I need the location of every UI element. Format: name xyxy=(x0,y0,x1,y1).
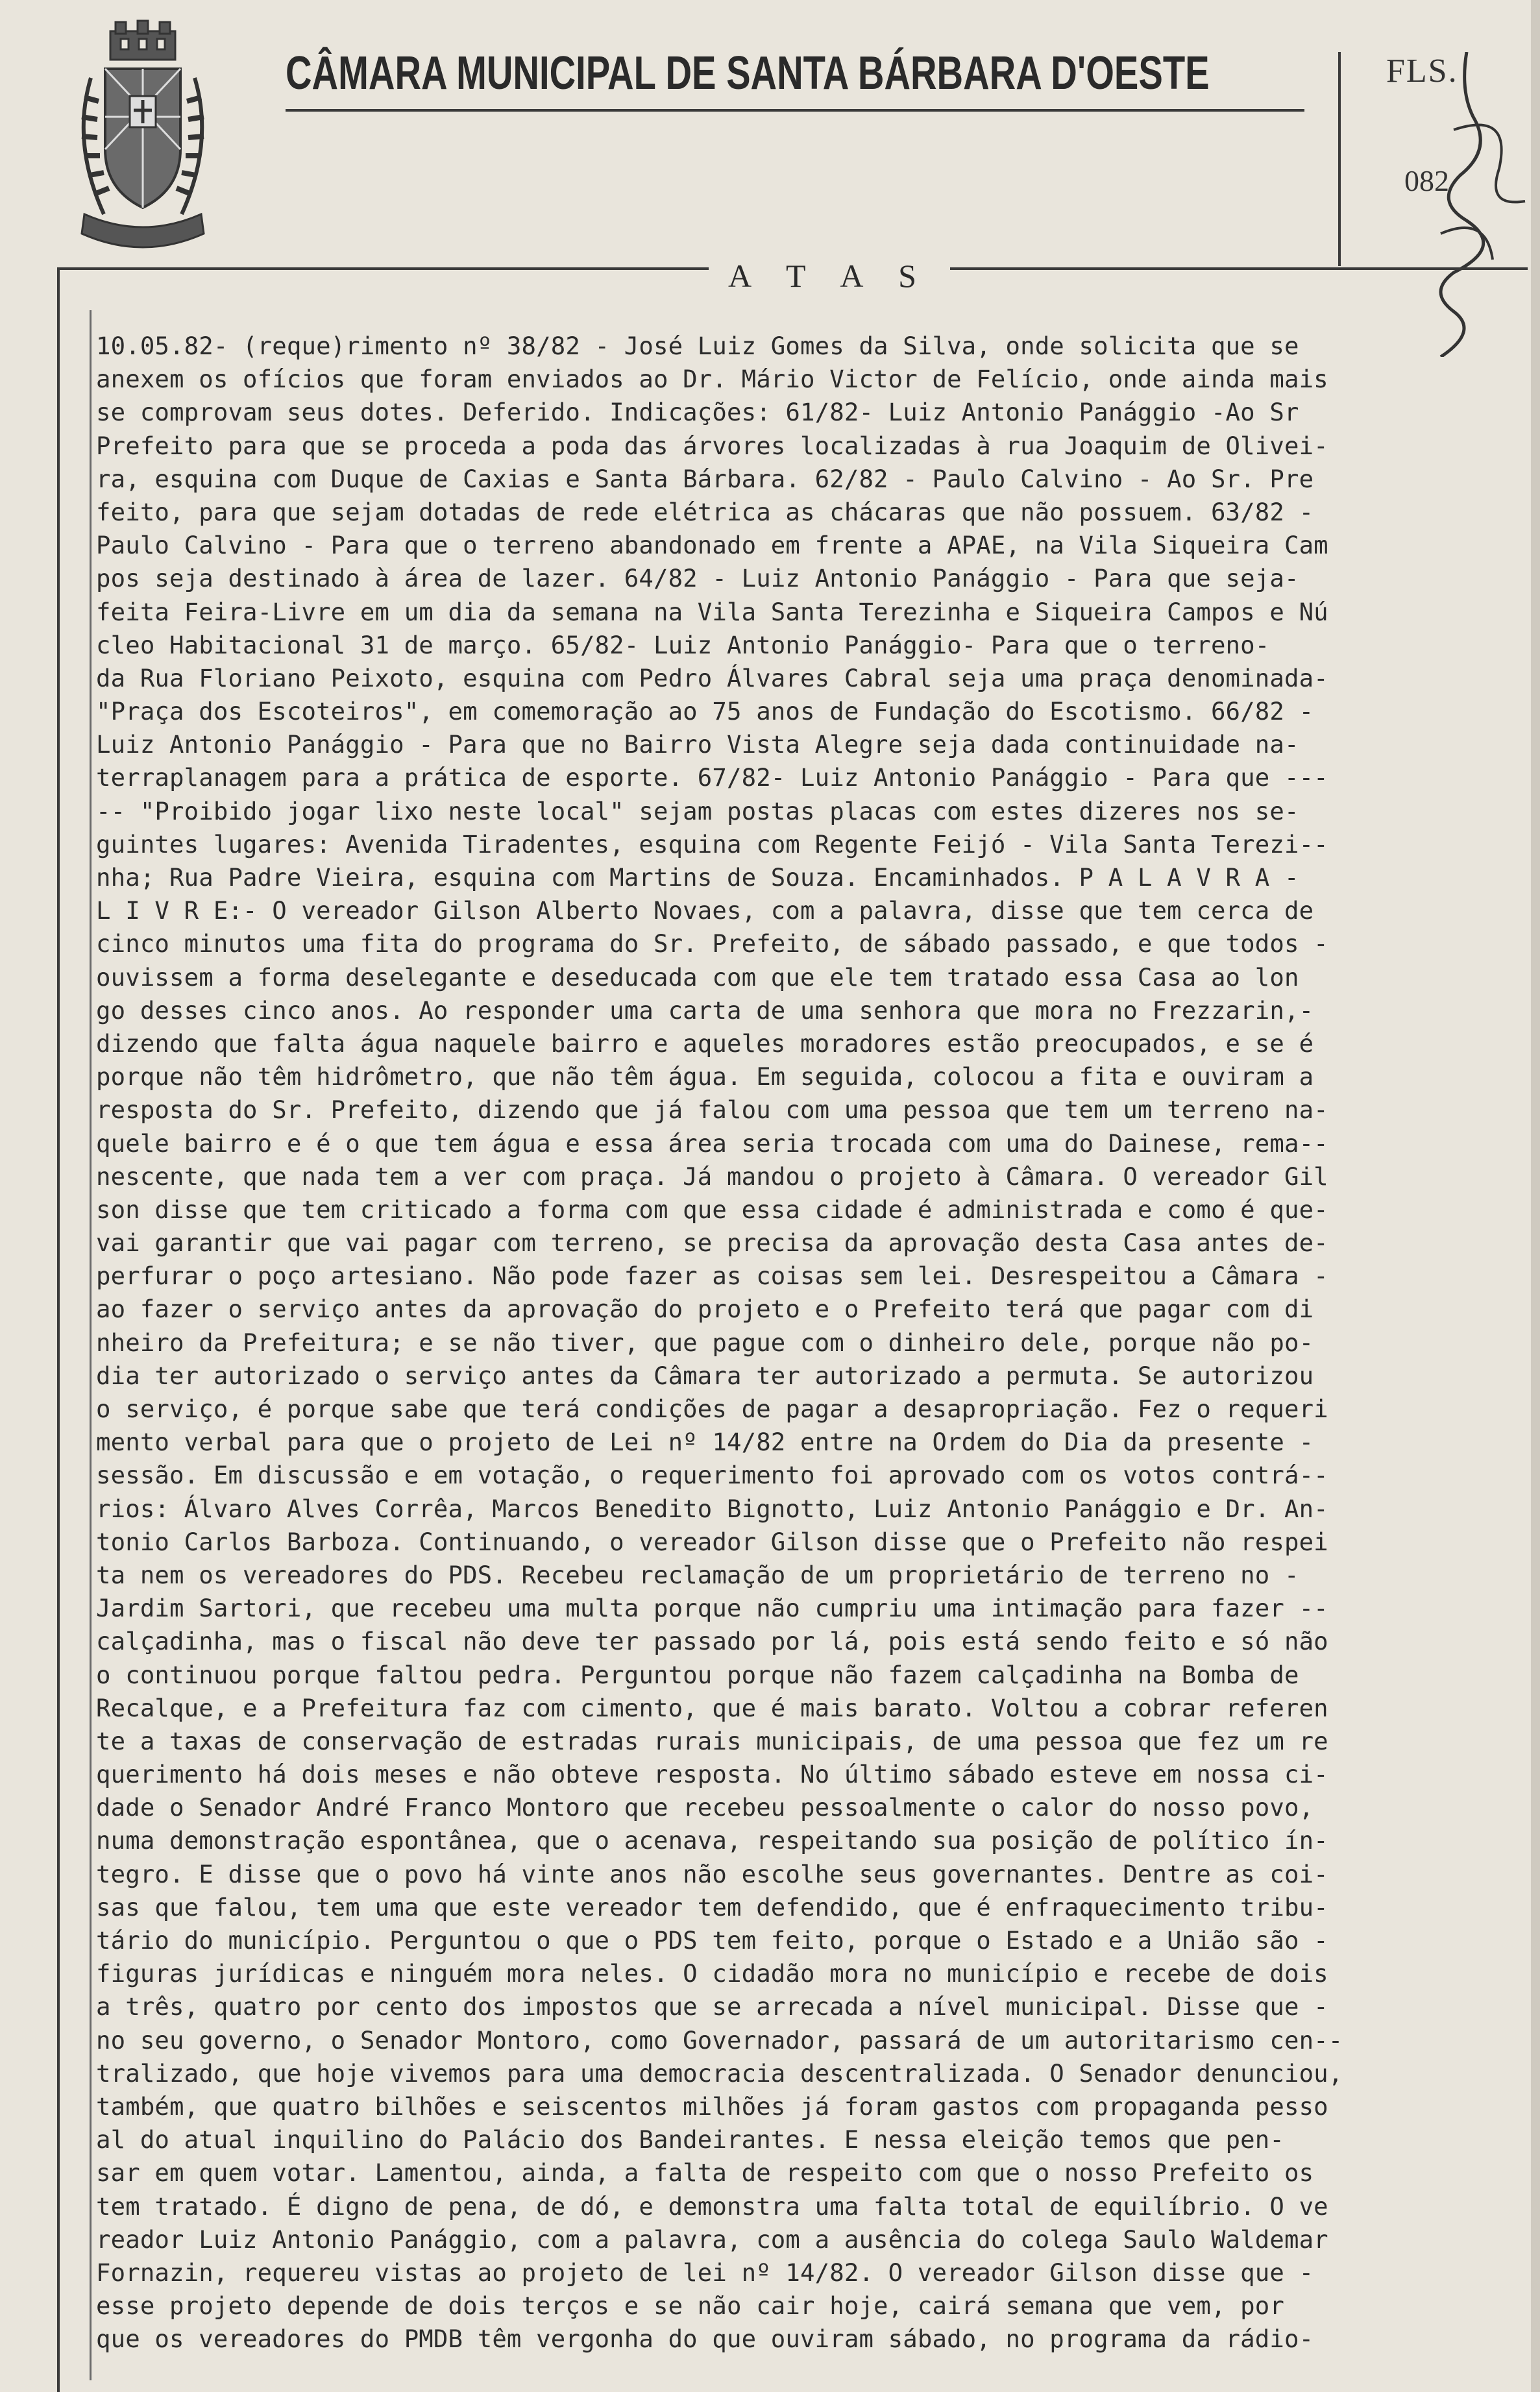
page-number: 082 xyxy=(1404,164,1449,197)
minutes-body xyxy=(96,330,1485,2356)
text-line: da Rua Floriano Peixoto, esquina com Pedro Álvares Cabral seja uma praça denominada- xyxy=(96,663,1328,692)
text-line: querimento há dois meses e não obteve resposta. No último sábado esteve em nossa ci- xyxy=(96,1760,1328,1789)
text-line: vai garantir que vai pagar com terreno, se precisa da aprovação desta Casa antes de- xyxy=(96,1228,1328,1258)
text-line: que os vereadores do PMDB têm vergonha do que ouviram sábado, no programa da rádio- xyxy=(96,2325,1314,2354)
text-line: -- "Proibido jogar lixo neste local" sejam postas placas com estes dizeres nos se- xyxy=(96,796,1299,825)
text-line: esse projeto depende de dois terços e se não cair hoje, cairá semana que vem, por xyxy=(96,2291,1284,2321)
text-line: o continuou porque faltou pedra. Perguntou porque não fazem calçadinha na Bomba de xyxy=(96,1660,1299,1689)
text-line: numa demonstração espontânea, que o acenava, respeitando sua posição de político ín- xyxy=(96,1826,1328,1855)
fls-label: FLS. xyxy=(1386,53,1458,90)
text-line: rios: Álvaro Alves Corrêa, Marcos Benedito Bignotto, Luiz Antonio Panággio e Dr. An- xyxy=(96,1494,1328,1523)
text-line: Fornazin, requereu vistas ao projeto de lei nº 14/82. O vereador Gilson disse que - xyxy=(96,2258,1314,2287)
text-line: calçadinha, mas o fiscal não deve ter passado por lá, pois está sendo feito e só não xyxy=(96,1627,1328,1656)
header-title: CÂMARA MUNICIPAL DE SANTA BÁRBARA D'OESTE xyxy=(286,47,1210,99)
text-line: Recalque, e a Prefeitura faz com cimento, que é mais barato. Voltou a cobrar referen xyxy=(96,1693,1328,1722)
text-line: tegro. E disse que o povo há vinte anos não escolhe seus governantes. Dentre as coi- xyxy=(96,1859,1328,1888)
text-line: feito, para que sejam dotadas de rede elétrica as chácaras que não possuem. 63/82 - xyxy=(96,497,1314,526)
text-line: tralizado, que hoje vivemos para uma democracia descentralizada. O Senador denunciou, xyxy=(96,2058,1343,2088)
text-line: pos seja destinado à área de lazer. 64/82 - Luiz Antonio Panággio - Para que seja- xyxy=(96,564,1299,593)
text-line: se comprovam seus dotes. Deferido. Indicações: 61/82- Luiz Antonio Panággio -Ao Sr xyxy=(96,398,1299,427)
text-line: perfurar o poço artesiano. Não pode fazer as coisas sem lei. Desrespeitou a Câmara - xyxy=(96,1262,1328,1291)
text-line: dade o Senador André Franco Montoro que recebeu pessoalmente o calor do nosso povo, xyxy=(96,1793,1314,1822)
text-line: a três, quatro por cento dos impostos que se arrecada a nível municipal. Disse que - xyxy=(96,1992,1328,2021)
text-line: Jardim Sartori, que recebeu uma multa porque não cumpriu uma intimação para fazer -- xyxy=(96,1594,1328,1623)
text-line: feita Feira-Livre em um dia da semana na Vila Santa Terezinha e Siqueira Campos e Nú xyxy=(96,597,1328,626)
text-line: sar em quem votar. Lamentou, ainda, a falta de respeito com que o nosso Prefeito os xyxy=(96,2158,1314,2188)
text-line: o serviço, é porque sabe que terá condições de pagar a desapropriação. Fez o requeri xyxy=(96,1395,1328,1423)
text-line: ta nem os vereadores do PDS. Recebeu reclamação de um proprietário de terreno no - xyxy=(96,1560,1299,1589)
text-line: sas que falou, tem uma que este vereador tem defendido, que é enfraquecimento tribu- xyxy=(96,1892,1328,1922)
text-line: tonio Carlos Barboza. Continuando, o vereador Gilson disse que o Prefeito não respei xyxy=(96,1527,1328,1556)
text-line: resposta do Sr. Prefeito, dizendo que já falou com uma pessoa que tem um terreno na- xyxy=(96,1095,1328,1125)
text-line: nescente, que nada tem a ver com praça. Já mandou o projeto à Câmara. O vereador Gil xyxy=(96,1162,1328,1191)
text-line: sessão. Em discussão e em votação, o requerimento foi aprovado com os votos contrá-- xyxy=(96,1461,1328,1490)
text-line: também, que quatro bilhões e seiscentos milhões já foram gastos com propaganda pesso xyxy=(96,2092,1328,2121)
page-edge xyxy=(1531,0,1540,2392)
municipal-coat-of-arms-icon xyxy=(65,19,221,253)
text-line: dia ter autorizado o serviço antes da Câmara ter autorizado a permuta. Se autorizou xyxy=(96,1361,1314,1390)
text-line: no seu governo, o Senador Montoro, como Governador, passará de um autoritarismo cen-- xyxy=(96,2025,1343,2055)
text-line: "Praça dos Escoteiros", em comemoração ao 75 anos de Fundação do Escotismo. 66/82 - xyxy=(96,697,1314,726)
text-line: mento verbal para que o projeto de Lei nº 14/82 entre na Ordem do Dia da presente - xyxy=(96,1428,1314,1457)
header-divider xyxy=(1338,52,1341,266)
text-line: anexem os ofícios que foram enviados ao Dr. Mário Victor de Felício, onde ainda mais xyxy=(96,365,1328,394)
text-line: Prefeito para que se proceda a poda das árvores localizadas à rua Joaquim de Olivei- xyxy=(96,431,1328,460)
text-line: dizendo que falta água naquele bairro e aqueles moradores estão preocupados, e se é xyxy=(96,1029,1314,1058)
text-line: tem tratado. É digno de pena, de dó, e demonstra uma falta total de equilíbrio. O ve xyxy=(96,2191,1328,2221)
text-line: cleo Habitacional 31 de março. 65/82- Luiz Antonio Panággio- Para que o terreno- xyxy=(96,630,1270,659)
text-line: tário do município. Perguntou o que o PDS tem feito, porque o Estado e a União são - xyxy=(96,1926,1328,1955)
header-rule xyxy=(286,109,1304,112)
text-line: cinco minutos uma fita do programa do Sr. Prefeito, de sábado passado, e que todos - xyxy=(96,929,1328,958)
text-line: figuras jurídicas e ninguém mora neles. O cidadão mora no município e recebe de dois xyxy=(96,1959,1328,1988)
section-title: A T A S xyxy=(709,257,950,295)
text-line: reador Luiz Antonio Panággio, com a palavra, com a ausência do colega Saulo Waldemar xyxy=(96,2225,1328,2254)
text-line: son disse que tem criticado a forma com que essa cidade é administrada e como é que- xyxy=(96,1195,1328,1224)
text-line: te a taxas de conservação de estradas rurais municipais, de uma pessoa que fez um re xyxy=(96,1726,1328,1755)
text-line: nha; Rua Padre Vieira, esquina com Martins de Souza. Encaminhados. P A L A V R A - xyxy=(96,863,1299,892)
text-line: ouvissem a forma deselegante e deseducada com que ele tem tratado essa Casa ao lon xyxy=(96,962,1299,992)
text-line: terraplanagem para a prática de esporte. 67/82- Luiz Antonio Panággio - Para que --- xyxy=(96,763,1328,792)
text-line: L I V R E:- O vereador Gilson Alberto Novaes, com a palavra, disse que tem cerca de xyxy=(96,896,1314,925)
text-line: nheiro da Prefeitura; e se não tiver, que pague com o dinheiro dele, porque não po- xyxy=(96,1328,1314,1357)
text-line: ra, esquina com Duque de Caxias e Santa Bárbara. 62/82 - Paulo Calvino - Ao Sr. Pre xyxy=(96,464,1314,493)
text-line: 10.05.82- (reque)rimento nº 38/82 - José Luiz Gomes da Silva, onde solicita que se xyxy=(96,332,1299,360)
margin-rule xyxy=(90,310,92,2380)
text-line: al do atual inquilino do Palácio dos Bandeirantes. E nessa eleição temos que pen- xyxy=(96,2125,1284,2154)
text-line: Luiz Antonio Panággio - Para que no Bairro Vista Alegre seja dada continuidade na- xyxy=(96,730,1299,759)
text-line: ao fazer o serviço antes da aprovação do projeto e o Prefeito terá que pagar com di xyxy=(96,1295,1314,1324)
text-line: go desses cinco anos. Ao responder uma carta de uma senhora que mora no Frezzarin,- xyxy=(96,995,1314,1025)
text-line: Paulo Calvino - Para que o terreno abandonado em frente a APAE, na Vila Siqueira Cam xyxy=(96,531,1328,560)
text-line: porque não têm hidrômetro, que não têm água. Em seguida, colocou a fita e ouviram a xyxy=(96,1062,1314,1092)
text-line: quele bairro e é o que tem água e essa área seria trocada com uma do Dainese, rema-- xyxy=(96,1129,1328,1158)
text-line: guintes lugares: Avenida Tiradentes, esquina com Regente Feijó - Vila Santa Terezi-- xyxy=(96,829,1328,859)
